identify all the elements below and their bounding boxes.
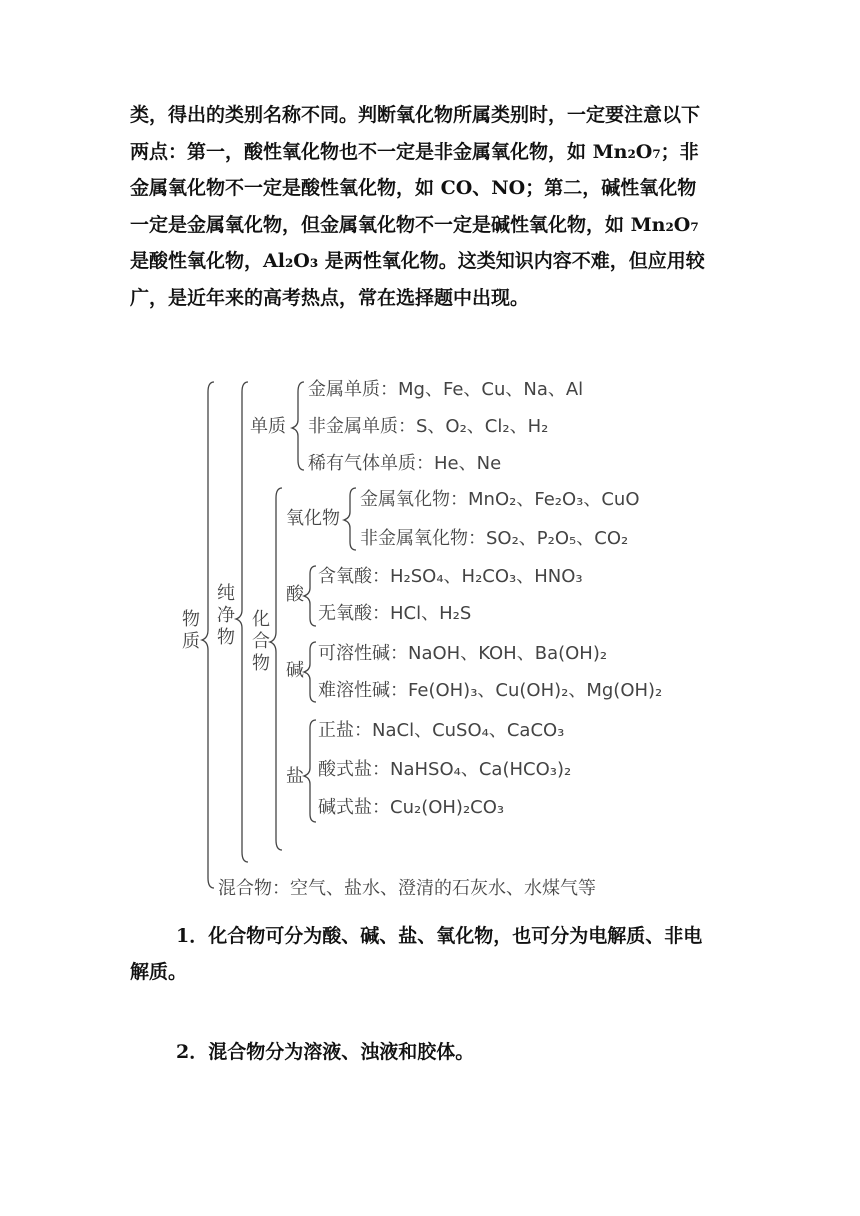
brace-pure: [236, 382, 248, 862]
brace-elemental: [292, 382, 304, 470]
base-item: 可溶性碱：NaOH、KOH、Ba(OH)₂: [318, 643, 608, 664]
intro-paragraph: [130, 97, 730, 316]
pure-label: 纯净物: [217, 583, 235, 648]
salt-item: 碱式盐：Cu₂(OH)₂CO₃: [318, 797, 505, 818]
point-2: [176, 1034, 474, 1070]
brace-root: [202, 382, 214, 888]
root-label: 物质: [182, 609, 200, 652]
brace-base: [304, 642, 316, 702]
acid-item: 无氧酸：HCl、H₂S: [318, 603, 472, 624]
paragraph-line: 一定是金属氧化物，但金属氧化物不一定是碱性氧化物，如 Mn₂O₇: [130, 213, 699, 236]
paragraph-line: 类，得出的类别名称不同。判断氧化物所属类别时，一定要注意以下: [130, 104, 701, 126]
salt-item: 正盐：NaCl、CuSO₄、CaCO₃: [318, 720, 565, 741]
oxide-label: 氧化物: [286, 508, 340, 529]
brace-acid: [304, 566, 316, 626]
point-1-number: 1．: [176, 925, 209, 947]
oxide-item: 金属氧化物：MnO₂、Fe₂O₃、CuO: [360, 489, 640, 510]
compound-label: 化合物: [252, 609, 270, 674]
mixture-item: 混合物：空气、盐水、澄清的石灰水、水煤气等: [218, 878, 596, 899]
brace-oxide: [344, 488, 356, 550]
elemental-item: 金属单质：Mg、Fe、Cu、Na、Al: [308, 379, 584, 400]
elemental-item: 非金属单质：S、O₂、Cl₂、H₂: [308, 416, 549, 437]
brace-compound: [270, 488, 282, 850]
oxide-item: 非金属氧化物：SO₂、P₂O₅、CO₂: [360, 528, 629, 549]
salt-label: 盐: [286, 766, 304, 787]
point-1: [176, 918, 702, 954]
base-label: 碱: [286, 660, 304, 681]
acid-label: 酸: [286, 584, 304, 605]
paragraph-line: 金属氧化物不一定是酸性氧化物，如 CO、NO；第二，碱性氧化物: [130, 177, 697, 199]
point-2-text: 混合物分为溶液、浊液和胶体。: [208, 1041, 475, 1063]
paragraph-line: 是酸性氧化物，Al₂O₃ 是两性氧化物。这类知识内容不难，但应用较: [130, 250, 705, 272]
acid-item: 含氧酸：H₂SO₄、H₂CO₃、HNO₃: [318, 566, 583, 587]
elemental-item: 稀有气体单质：He、Ne: [308, 453, 502, 474]
base-item: 难溶性碱：Fe(OH)₃、Cu(OH)₂、Mg(OH)₂: [318, 680, 663, 701]
elemental-label: 单质: [250, 416, 286, 437]
point-2-number: 2．: [176, 1041, 209, 1063]
point-1-continuation: 解质。: [130, 961, 188, 983]
brace-salt: [304, 720, 316, 822]
paragraph-line: 两点：第一，酸性氧化物也不一定是非金属氧化物，如 Mn₂O₇；非: [130, 140, 699, 163]
paragraph-line: 广，是近年来的高考热点，常在选择题中出现。: [130, 286, 530, 309]
point-1-text: 化合物可分为酸、碱、盐、氧化物，也可分为电解质、非电: [208, 925, 703, 947]
salt-item: 酸式盐：NaHSO₄、Ca(HCO₃)₂: [318, 759, 572, 780]
